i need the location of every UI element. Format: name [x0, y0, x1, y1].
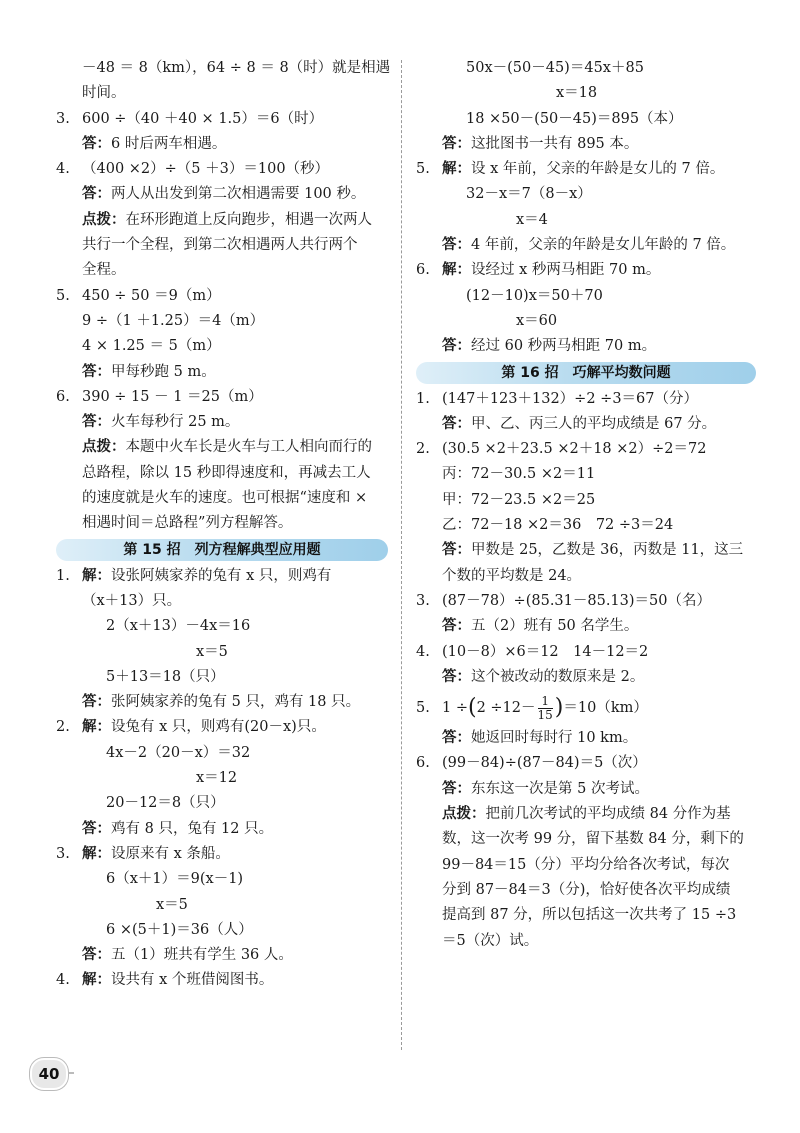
- equation-line: 18 ×50－(50－45)＝895（本）: [466, 110, 683, 127]
- equation-line: 50x－(50－45)＝45x＋85: [466, 60, 644, 76]
- answer-line: 答：东东这一次是第 5 次考试。: [442, 780, 649, 797]
- tip-line: ＝5（次）试。: [442, 932, 539, 949]
- item-number: 4.: [56, 972, 70, 989]
- equation-line: 乙：72－18 ×2＝36 72 ÷3＝24: [442, 517, 674, 534]
- answer-line: 答：两人从出发到第二次相遇需要 100 秒。: [82, 186, 366, 203]
- item-number: 1.: [416, 390, 430, 407]
- answer-line: 答：经过 60 秒两马相距 70 m。: [442, 338, 657, 355]
- equation-line: 6（x＋1）＝9(x－1): [106, 871, 244, 888]
- problem-4-setup: 4. 解：设共有 x 个班借阅图书。: [56, 968, 388, 993]
- answer-line: 答：火车每秒行 25 m。: [82, 414, 240, 431]
- item-number: 4.: [56, 161, 70, 178]
- answer-3-equation: 3. 600 ÷（40 ＋40 × 1.5）＝6（时）: [56, 107, 388, 132]
- item-number: 3.: [56, 845, 70, 862]
- equation-line: 甲：72－23.5 ×2＝25: [442, 491, 596, 508]
- avg-2-equation: 2. (30.5 ×2＋23.5 ×2＋18 ×2）÷2＝72: [416, 437, 756, 462]
- answer-line: 答：4 年前，父亲的年龄是女儿年龄的 7 倍。: [442, 237, 736, 254]
- equation-line: 9 ÷（1 ＋1.25）＝4（m）: [82, 312, 265, 329]
- tip-line: 相遇时间＝总路程”列方程解答。: [82, 515, 293, 532]
- equation-line: x＝5: [156, 896, 188, 913]
- right-column: [416, 56, 756, 954]
- tip-line: 提高到 87 分，所以包括这一次共考了 15 ÷3: [442, 907, 737, 924]
- item-number: 5.: [416, 161, 430, 178]
- text-line: （x＋13）只。: [82, 592, 182, 609]
- problem-5-setup: 5. 解：设 x 年前，父亲的年龄是女儿的 7 倍。: [416, 157, 756, 182]
- problem-2-setup: 2. 解：设兔有 x 只，则鸡有(20－x)只。: [56, 715, 388, 740]
- answer-line: 答：6 时后两车相遇。: [82, 135, 227, 152]
- tip-line: 全程。: [82, 262, 126, 279]
- equation-line: 20－12＝8（只）: [106, 795, 225, 812]
- equation-line: 4 × 1.25 ＝ 5（m）: [82, 338, 221, 355]
- equation-line: x＝18: [556, 85, 598, 102]
- answer-5-equation: 5. 450 ÷ 50 ＝9（m）: [56, 284, 388, 309]
- item-number: 4.: [416, 643, 430, 660]
- item-number: 1.: [56, 567, 70, 584]
- answer-line: 答：甲、乙、丙三人的平均成绩是 67 分。: [442, 415, 717, 432]
- item-number: 6.: [416, 755, 430, 772]
- tip-line: 分到 87－84＝3（分)，恰好使各次平均成绩: [442, 881, 731, 898]
- item-number: 5.: [416, 700, 430, 717]
- section-15-heading: 第 15 招 列方程解典型应用题: [56, 539, 388, 561]
- equation-line: x＝12: [196, 770, 238, 787]
- section-16-heading: 第 16 招 巧解平均数问题: [416, 362, 756, 384]
- answer-4-equation: 4. （400 ×2）÷（5 ＋3）＝100（秒）: [56, 157, 388, 182]
- problem-3-setup: 3. 解：设原来有 x 条船。: [56, 842, 388, 867]
- tip-line: 数，这一次考 99 分，留下基数 84 分，剩下的: [442, 831, 744, 848]
- left-column: [56, 56, 391, 994]
- item-number: 3.: [56, 110, 70, 127]
- equation-line: x＝5: [196, 643, 228, 660]
- answer-line: 答：她返回时每时行 10 km。: [442, 730, 638, 747]
- tip-line: 点拨：把前几次考试的平均成绩 84 分作为基: [442, 806, 731, 823]
- item-number: 5.: [56, 287, 70, 304]
- page-number: 40: [30, 1058, 68, 1090]
- avg-1-equation: 1. (147＋123＋132）÷2 ÷3＝67（分）: [416, 387, 756, 412]
- avg-5-equation: 5. 1 ÷(2 ÷12－ $\frac{1}{15}$ )＝10（km）: [416, 690, 756, 726]
- answer-line: 答：这批图书一共有 895 本。: [442, 135, 639, 152]
- tip-line: 点拨：本题中火车长是火车与工人相向而行的: [82, 439, 372, 456]
- problem-1-setup: 1. 解：设张阿姨家养的兔有 x 只，则鸡有: [56, 564, 388, 589]
- equation-line: 4x－2（20－x）＝32: [106, 744, 251, 761]
- answer-line: 答：甲数是 25，乙数是 36，丙数是 11，这三: [442, 542, 744, 559]
- equation-line: 32－x＝7（8－x）: [466, 186, 592, 203]
- answer-line: 答：五（1）班共有学生 36 人。: [82, 947, 293, 964]
- item-number: 3.: [416, 592, 430, 609]
- equation-line: 丙：72－30.5 ×2＝11: [442, 466, 596, 483]
- answer-6-equation: 6. 390 ÷ 15 － 1 ＝25（m）: [56, 385, 388, 410]
- tip-line: 99－84＝15（分）平均分给各次考试，每次: [442, 856, 730, 873]
- item-number: 6.: [56, 388, 70, 405]
- equation-line: x＝60: [516, 312, 558, 329]
- problem-6-setup: 6. 解：设经过 x 秒两马相距 70 m。: [416, 258, 756, 283]
- equation-line: 6 ×(5＋1)＝36（人）: [106, 921, 253, 938]
- answer-line: 答：甲每秒跑 5 m。: [82, 363, 216, 380]
- answer-line: 答：五（2）班有 50 名学生。: [442, 618, 639, 635]
- tip-line: 的速度就是火车的速度。也可根据“速度和 ×: [82, 490, 368, 507]
- column-divider: [401, 60, 402, 1050]
- answer-line: 答：这个被改动的数原来是 2。: [442, 668, 645, 685]
- fraction: $\frac{1}{15}$: [537, 693, 553, 722]
- equation-line: 5＋13＝18（只）: [106, 668, 225, 685]
- item-number: 2.: [56, 719, 70, 736]
- text-line: －48 ＝ 8（km），64 ÷ 8 ＝ 8（时）就是相遇: [82, 60, 391, 76]
- item-number: 6.: [416, 262, 430, 279]
- avg-3-equation: 3. (87－78）÷(85.31－85.13)＝50（名）: [416, 589, 756, 614]
- text-line: 时间。: [82, 85, 126, 102]
- item-number: 2.: [416, 441, 430, 458]
- avg-4-equation: 4. (10－8）×6＝12 14－12＝2: [416, 640, 756, 665]
- equation-line: (12－10)x＝50＋70: [466, 287, 603, 304]
- equation-line: x＝4: [516, 211, 548, 228]
- equation-line: 2（x＋13）－4x＝16: [106, 618, 251, 635]
- avg-6-equation: 6. (99－84)÷(87－84)＝5（次）: [416, 751, 756, 776]
- tip-line: 点拨：在环形跑道上反向跑步，相遇一次两人: [82, 211, 372, 228]
- answer-line: 答：张阿姨家养的兔有 5 只，鸡有 18 只。: [82, 694, 361, 711]
- answer-line: 个数的平均数是 24。: [442, 567, 582, 584]
- tip-line: 总路程，除以 15 秒即得速度和，再减去工人: [82, 464, 371, 481]
- answer-line: 答：鸡有 8 只，兔有 12 只。: [82, 820, 274, 837]
- tip-line: 共行一个全程，到第二次相遇两人共行两个: [82, 237, 358, 254]
